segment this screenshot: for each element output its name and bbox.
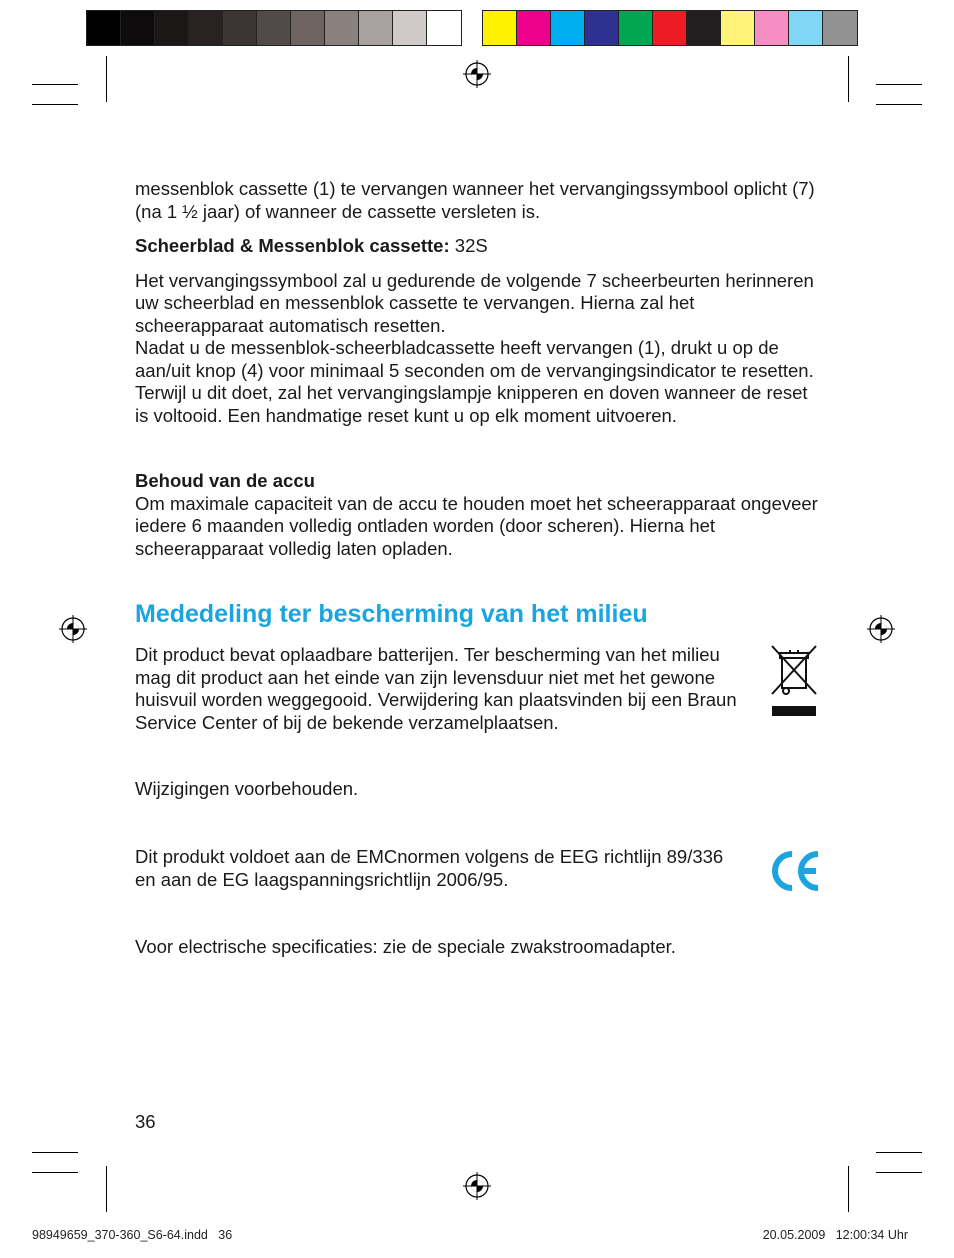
part-value: 32S bbox=[449, 235, 488, 256]
color-swatch bbox=[789, 11, 823, 45]
color-swatch bbox=[257, 11, 291, 45]
changes-notice: Wijzigingen voorbehouden. bbox=[135, 778, 359, 799]
crop-mark bbox=[876, 1152, 922, 1153]
reset-paragraph-2: Nadat u de messenblok-scheerbladcassette heeft vervangen (1), drukt u op de aan/uit knop (4) voor minimaal 5 seconden om de vervangingsindicator te resetten. bbox=[135, 337, 814, 381]
crop-mark bbox=[32, 104, 78, 105]
environment-heading: Mededeling ter bescherming van het milieu bbox=[135, 600, 648, 628]
color-swatch bbox=[223, 11, 257, 45]
file-slug: 98949659_370-360_S6-64.indd 36 bbox=[32, 1228, 233, 1242]
color-swatch bbox=[619, 11, 653, 45]
reset-paragraph-1: Het vervangingssymbool zal u gedurende de volgende 7 scheerbeurten herinneren uw scheerblad en messenblok cassette te vervangen. Hierna zal het scheerapparaat automatisch resetten. bbox=[135, 269, 814, 336]
datetime-slug: 20.05.2009 12:00:34 Uhr bbox=[762, 1228, 908, 1242]
color-swatch bbox=[325, 11, 359, 45]
registration-mark-icon bbox=[463, 1172, 491, 1200]
color-swatch bbox=[359, 11, 393, 45]
registration-mark-icon bbox=[463, 60, 491, 88]
part-label: Scheerblad & Messenblok cassette: bbox=[135, 235, 450, 256]
battery-section bbox=[135, 470, 825, 560]
registration-mark-icon bbox=[867, 615, 895, 643]
color-swatch bbox=[517, 11, 551, 45]
crop-mark bbox=[32, 1172, 78, 1173]
crop-mark bbox=[106, 1166, 107, 1212]
color-swatch bbox=[427, 11, 461, 45]
color-swatch bbox=[721, 11, 755, 45]
color-swatch bbox=[121, 11, 155, 45]
registration-mark-icon bbox=[59, 615, 87, 643]
crop-mark bbox=[876, 104, 922, 105]
environment-text: Dit product bevat oplaadbare batterijen. Ter bescherming van het milieu mag dit product aan het einde van zijn levensduur niet met het gewone huisvuil worden weggegooid. Verwijdering kan plaatsvinden bij een Braun Service Center of bij de bekende verzamelplaatsen. bbox=[135, 644, 737, 733]
color-swatch bbox=[755, 11, 789, 45]
emc-text: Dit produkt voldoet aan de EMCnormen volgens de EEG richtlijn 89/336 en aan de EG laagspanningsrichtlijn 2006/95. bbox=[135, 846, 724, 890]
color-swatch bbox=[291, 11, 325, 45]
ce-mark-icon bbox=[768, 848, 822, 894]
replacement-instructions bbox=[135, 178, 825, 427]
part-number-line bbox=[135, 235, 825, 258]
color-swatch bbox=[189, 11, 223, 45]
color-swatch bbox=[823, 11, 857, 45]
intro-paragraph: messenblok cassette (1) te vervangen wanneer het vervangingssymbool oplicht (7) (na 1 ½ jaar) of wanneer de cassette versleten is. bbox=[135, 178, 815, 222]
crop-mark bbox=[32, 1152, 78, 1153]
color-swatch bbox=[585, 11, 619, 45]
electrical-specs: Voor electrische specificaties: zie de speciale zwakstroomadapter. bbox=[135, 936, 676, 957]
color-swatch bbox=[393, 11, 427, 45]
crop-mark bbox=[876, 84, 922, 85]
color-swatch bbox=[483, 11, 517, 45]
reset-paragraph-3: Terwijl u dit doet, zal het vervangingslampje knipperen en doven wanneer de reset is voltooid. Een handmatige reset kunt u op elk moment uitvoeren. bbox=[135, 382, 808, 426]
color-swatch bbox=[653, 11, 687, 45]
crop-mark bbox=[876, 1172, 922, 1173]
color-swatch bbox=[687, 11, 721, 45]
crop-mark bbox=[848, 56, 849, 102]
crop-mark bbox=[848, 1166, 849, 1212]
crop-mark bbox=[106, 56, 107, 102]
color-swatch bbox=[551, 11, 585, 45]
battery-title: Behoud van de accu bbox=[135, 470, 315, 491]
page-number: 36 bbox=[135, 1111, 156, 1132]
crop-mark bbox=[32, 84, 78, 85]
color-swatch bbox=[155, 11, 189, 45]
battery-text: Om maximale capaciteit van de accu te houden moet het scheerapparaat ongeveer iedere 6 maanden volledig ontladen worden (door scheren). Hierna het scheerapparaat volledig laten opladen. bbox=[135, 492, 818, 559]
color-swatch bbox=[87, 11, 121, 45]
grayscale-color-bar bbox=[86, 10, 462, 46]
crossed-out-wheelie-bin-icon bbox=[768, 644, 820, 718]
process-color-bar bbox=[482, 10, 858, 46]
